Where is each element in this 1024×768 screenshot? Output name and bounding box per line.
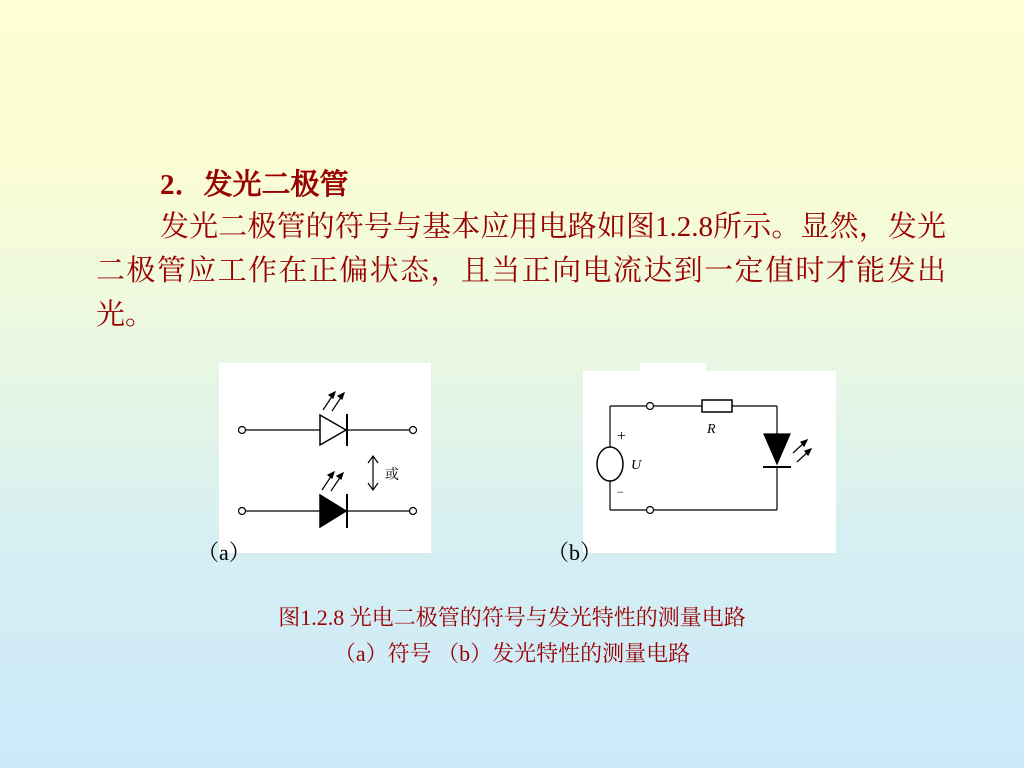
led-symbol-hollow [239, 392, 417, 446]
source-plus-sign: + [617, 428, 627, 445]
resistor-symbol [702, 400, 732, 412]
circuit-led-light-arrows [793, 440, 811, 462]
figure-label-a: （a） [197, 540, 251, 565]
led-measurement-circuit [583, 371, 836, 553]
diode-triangle-hollow [320, 415, 346, 445]
terminal-bottom [647, 507, 654, 514]
voltage-source-symbol [597, 447, 623, 481]
terminal-left-bottom [239, 508, 246, 515]
figure-label-b: （b） [547, 540, 603, 565]
body-paragraph: 发光二极管的符号与基本应用电路如图1.2.8所示。显然，发光二极管应工作在正偏状态，且当正向电流达到一定值时才能发出光。 [96, 211, 946, 331]
light-emission-arrows-top [323, 392, 344, 411]
or-label: 或 [385, 467, 399, 483]
terminal-top [647, 403, 654, 410]
figure-panel-a [219, 363, 431, 553]
figure-panel-b [583, 371, 836, 553]
light-emission-arrows-bottom [322, 472, 343, 491]
resistor-label: R [707, 422, 716, 437]
terminal-left-top [239, 427, 246, 434]
diode-triangle-filled [320, 495, 346, 527]
led-symbol-diagram [219, 363, 431, 553]
circuit-led-triangle [764, 434, 790, 464]
source-label: U [631, 458, 642, 473]
circuit-led-filled [763, 434, 811, 467]
source-minus-sign: − [617, 485, 624, 499]
figure-caption-line1: 图1.2.8 光电二极管的符号与发光特性的测量电路 [278, 605, 746, 630]
terminal-right-bottom [410, 508, 417, 515]
figure-caption-line2: （a）符号 （b）发光特性的测量电路 [333, 641, 691, 666]
section-heading: 2．发光二极管 [160, 169, 349, 201]
or-indicator [368, 456, 399, 490]
terminal-right-top [410, 427, 417, 434]
